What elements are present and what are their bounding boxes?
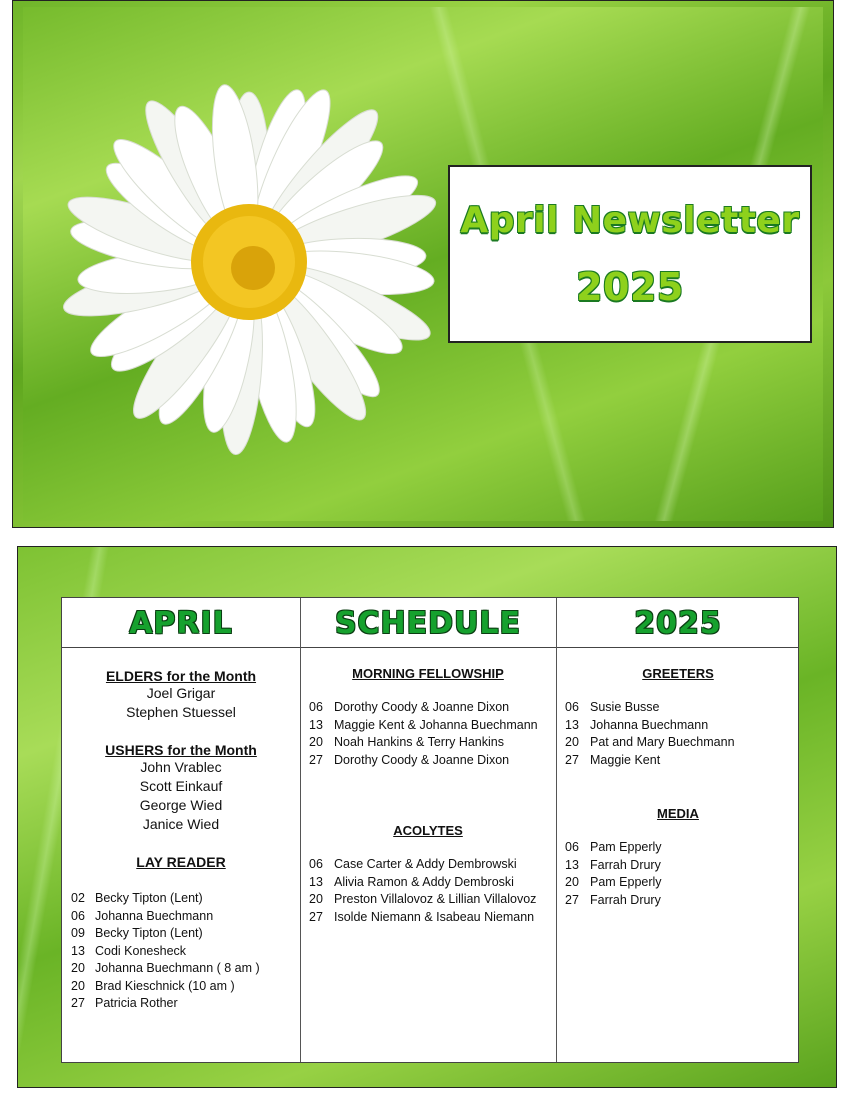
schedule-table [61, 597, 799, 1063]
newsletter-title-box [448, 165, 812, 343]
list-item [565, 839, 800, 857]
newsletter-title: April Newsletter [460, 199, 800, 241]
person: Farrah Drury [590, 892, 661, 907]
date: 27 [565, 752, 579, 767]
list-item [309, 752, 556, 770]
elders-title: ELDERS for the Month [105, 668, 257, 684]
newsletter-year: 2025 [576, 264, 684, 309]
morning-fellowship-title: MORNING FELLOWSHIP [352, 666, 504, 681]
morning-fellowship-list [300, 699, 556, 769]
list-item [565, 874, 800, 892]
date: 20 [71, 978, 85, 993]
schedule-panel [17, 546, 837, 1088]
list-item [71, 925, 300, 943]
ushers-title: USHERS for the Month [105, 742, 257, 758]
header-year: 2025 [634, 605, 722, 641]
person: Johanna Buechmann [590, 717, 709, 732]
person: Case Carter & Addy Dembrowski [334, 857, 517, 871]
date: 09 [71, 926, 85, 940]
date: 13 [565, 857, 579, 872]
date: 20 [565, 875, 579, 889]
list-item [309, 734, 556, 752]
usher-name: George Wied [139, 797, 223, 813]
column-right [556, 648, 800, 1062]
date: 06 [309, 700, 323, 714]
media-list [556, 839, 800, 909]
list-item [565, 699, 800, 717]
list-item [71, 995, 300, 1013]
newsletter-cover [12, 0, 834, 528]
person: Becky Tipton (Lent) [95, 926, 203, 940]
list-item [71, 908, 300, 926]
list-item [309, 891, 556, 909]
person: Pam Epperly [590, 840, 662, 854]
schedule-header-row [62, 598, 798, 648]
lay-reader-list [62, 890, 300, 1013]
person: Dorothy Coody & Joanne Dixon [334, 752, 510, 767]
person: Patricia Rother [95, 996, 178, 1010]
list-item [309, 856, 556, 874]
date: 27 [309, 909, 323, 924]
date: 06 [309, 857, 323, 871]
person: Pat and Mary Buechmann [590, 735, 735, 749]
date: 13 [71, 943, 85, 958]
person: Alivia Ramon & Addy Dembroski [334, 874, 514, 889]
date: 20 [565, 735, 579, 749]
column-middle [300, 648, 556, 1062]
date: 13 [309, 717, 323, 732]
list-item [309, 874, 556, 892]
lay-reader-title: LAY READER [136, 854, 226, 870]
usher-name: John Vrablec [140, 759, 222, 775]
usher-name: Janice Wied [142, 816, 220, 832]
elder-name: Joel Grigar [146, 685, 216, 701]
elder-name: Stephen Stuessel [126, 704, 236, 720]
person: Brad Kieschnick (10 am ) [95, 978, 235, 993]
list-item [309, 717, 556, 735]
list-item [71, 943, 300, 961]
person: Johanna Buechmann [95, 908, 214, 923]
column-left [62, 648, 300, 1062]
person: Farrah Drury [590, 857, 661, 872]
media-title: MEDIA [657, 806, 699, 821]
person: Noah Hankins & Terry Hankins [334, 735, 504, 749]
acolytes-title: ACOLYTES [393, 823, 463, 838]
acolytes-list [300, 856, 556, 926]
person: Johanna Buechmann ( 8 am ) [95, 961, 260, 975]
daisy-flower-image [63, 62, 443, 482]
date: 20 [71, 961, 85, 975]
header-april: APRIL [129, 605, 233, 641]
list-item [309, 699, 556, 717]
list-item [71, 978, 300, 996]
date: 20 [309, 735, 323, 749]
person: Preston Villalovoz & Lillian Villalovoz [334, 892, 537, 906]
usher-name: Scott Einkauf [139, 778, 223, 794]
person: Pam Epperly [590, 875, 662, 889]
list-item [565, 752, 800, 770]
list-item [565, 734, 800, 752]
person: Maggie Kent & Johanna Buechmann [334, 717, 538, 732]
grass-background [23, 7, 823, 521]
list-item [565, 892, 800, 910]
list-item [565, 717, 800, 735]
date: 13 [309, 874, 323, 889]
person: Becky Tipton (Lent) [95, 891, 203, 905]
date: 13 [565, 717, 579, 732]
list-item [565, 857, 800, 875]
person: Susie Busse [590, 700, 660, 714]
header-schedule: SCHEDULE [334, 605, 522, 641]
date: 27 [565, 892, 579, 907]
date: 06 [565, 840, 579, 854]
greeters-title: GREETERS [642, 666, 714, 681]
person: Codi Konesheck [95, 943, 187, 958]
person: Isolde Niemann & Isabeau Niemann [334, 909, 535, 924]
date: 06 [71, 908, 85, 923]
person: Maggie Kent [590, 752, 661, 767]
list-item [309, 909, 556, 927]
date: 02 [71, 891, 85, 905]
list-item [71, 960, 300, 978]
date: 27 [71, 996, 85, 1010]
date: 20 [309, 892, 323, 906]
person: Dorothy Coody & Joanne Dixon [334, 700, 510, 714]
list-item [71, 890, 300, 908]
date: 27 [309, 752, 323, 767]
greeters-list [556, 699, 800, 769]
date: 06 [565, 700, 579, 714]
